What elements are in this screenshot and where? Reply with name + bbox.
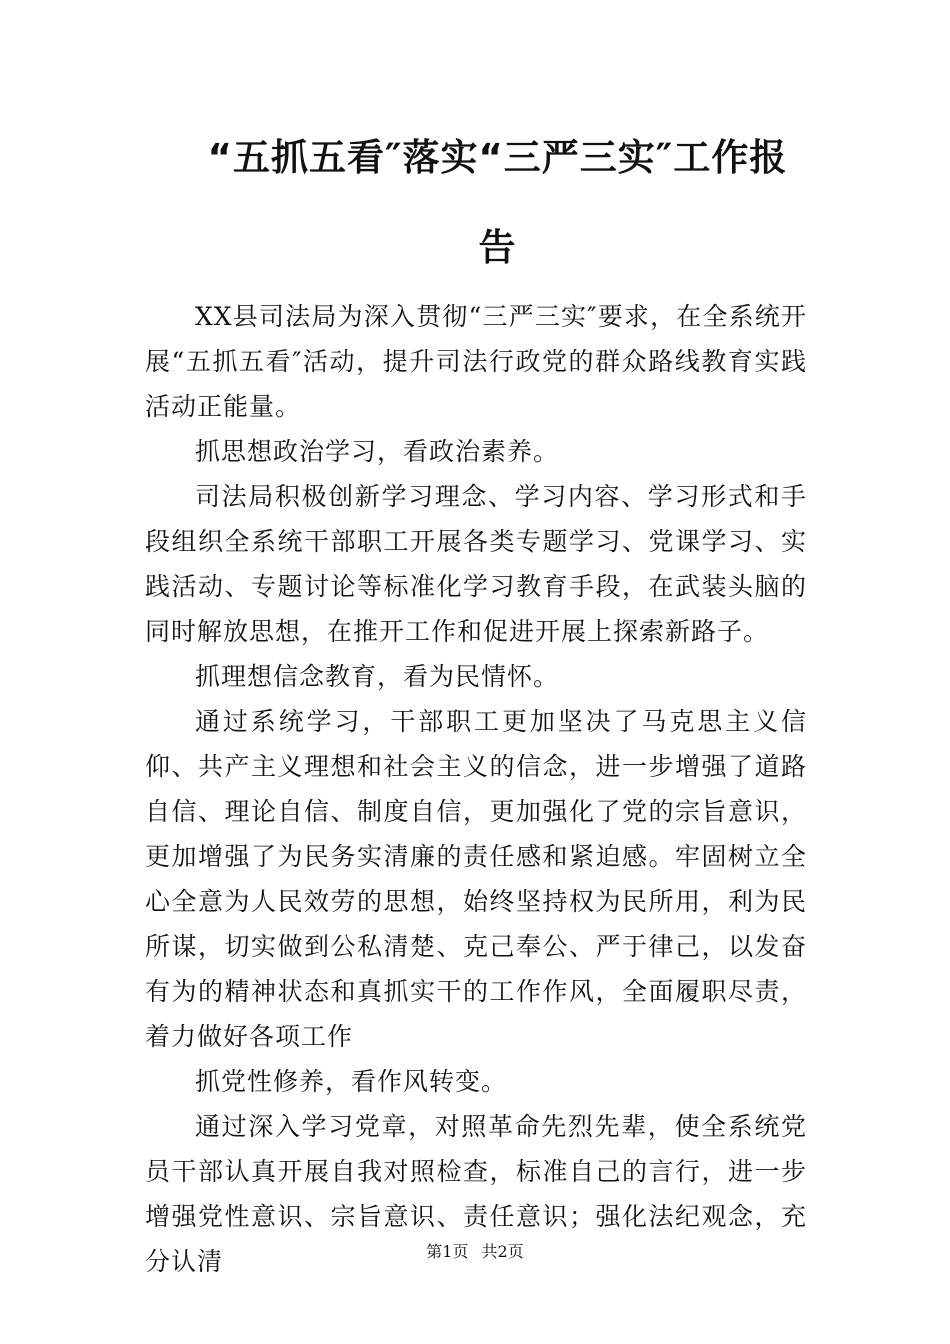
page-number-total: 共2页 xyxy=(481,1242,524,1261)
document-body xyxy=(145,294,807,1284)
section-heading-political-study: 抓思想政治学习，看政治素养。 xyxy=(195,437,560,466)
section-heading-ideals-education: 抓理想信念教育，看为民情怀。 xyxy=(195,662,560,691)
document-title-line-1: “五抓五看″落实“三严三实″工作报 xyxy=(207,136,788,179)
ideals-education-paragraph: 通过系统学习，干部职工更加坚决了马克思主义信仰、共产主义理想和社会主义的信念，进一步增强了道路自信、理论自信、制度自信，更加强化了党的宗旨意识，更加增强了为民务实清廉的责任感和紧迫感。牢固树立全心全意为人民效劳的思想，始终坚持权为民所用，利为民所谋，切实做到公私清楚、克己奉公、严于律己，以发奋有为的精神状态和真抓实干的工作作风，全面履职尽责，着力做好各项工作 xyxy=(145,707,807,1051)
page-footer xyxy=(0,1242,950,1262)
political-study-paragraph: 司法局积极创新学习理念、学习内容、学习形式和手段组织全系统干部职工开展各类专题学习、党课学习、实践活动、专题讨论等标准化学习教育手段，在武装头脑的同时解放思想，在推开工作和促进开展上探索新路子。 xyxy=(145,482,807,646)
intro-paragraph: XX县司法局为深入贯彻“三严三实″要求，在全系统开展“五抓五看″活动，提升司法行政党的群众路线教育实践活动正能量。 xyxy=(145,302,807,421)
section-heading-party-spirit: 抓党性修养，看作风转变。 xyxy=(195,1067,508,1096)
document-title-line-2: 告 xyxy=(478,226,517,269)
page-number-current: 第1页 xyxy=(426,1242,469,1261)
party-spirit-paragraph: 通过深入学习党章，对照革命先烈先辈，使全系统党员干部认真开展自我对照检查，标准自己的言行，进一步增强党性意识、宗旨意识、责任意识；强化法纪观念，充分认清 xyxy=(145,1112,807,1276)
